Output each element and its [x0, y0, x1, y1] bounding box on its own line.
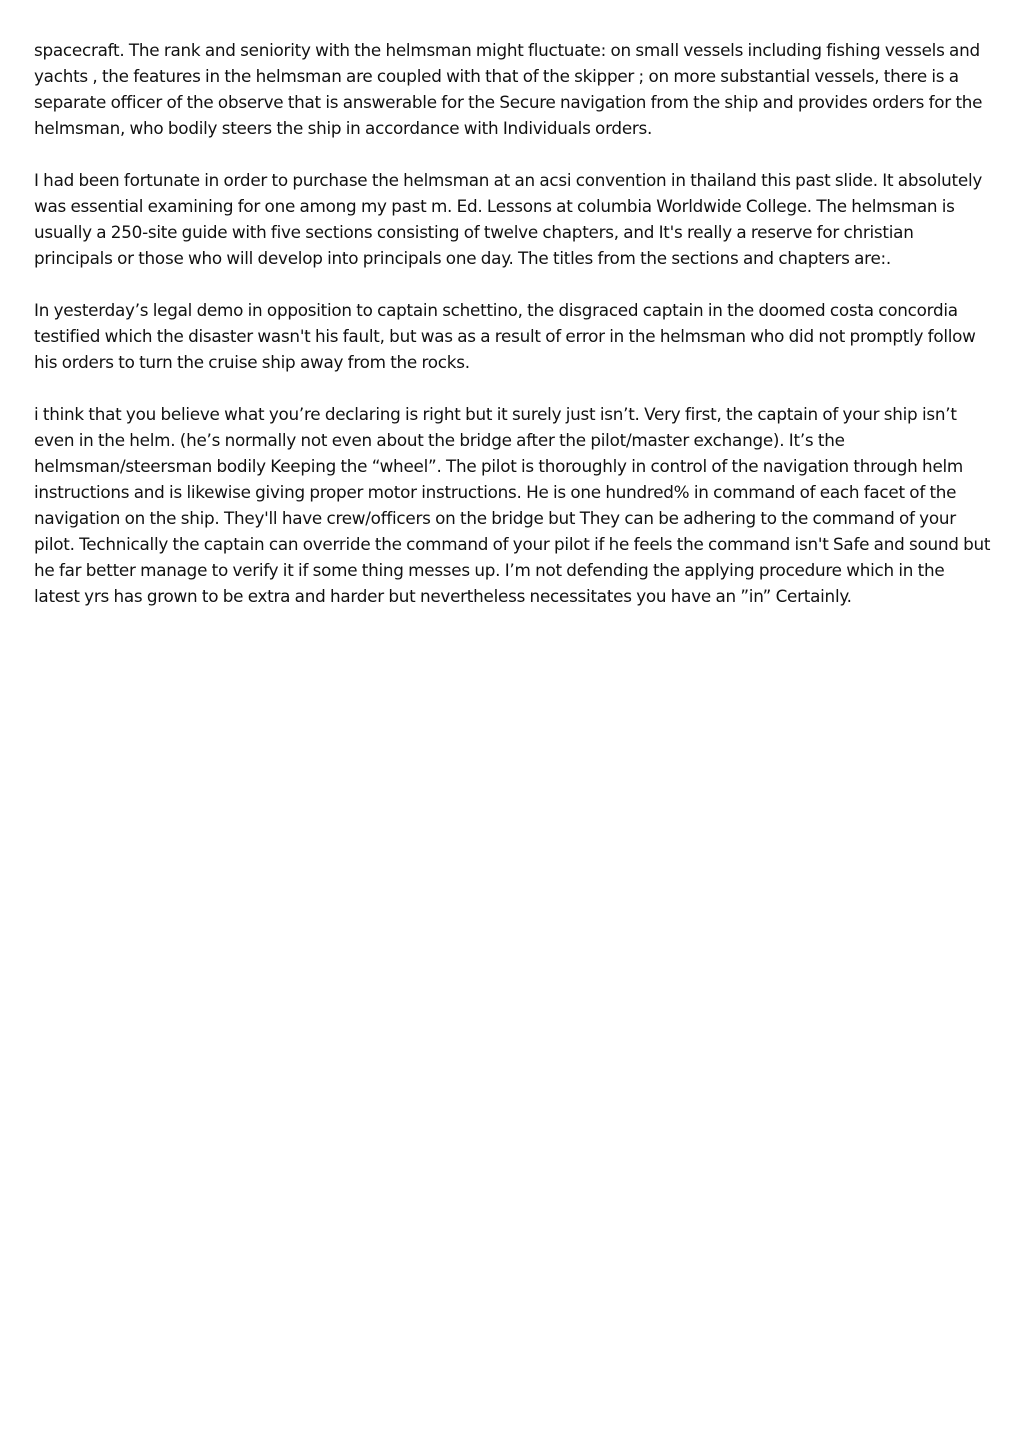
- paragraph-2: I had been fortunate in order to purchase the helmsman at an acsi convention in thailand this past slide. It absolutely was essential examining for one among my past m. Ed. Lessons at columbia Worldwide College. The helmsman is usually a 250-site guide with five sections consisting of twelve chapters, and It's really a reserve for christian principals or those who will develop into principals one day. The titles from the sections and chapters are:.: [34, 170, 983, 268]
- paragraph-1: spacecraft. The rank and seniority with the helmsman might fluctuate: on small vessels including fishing vessels and yachts , the features in the helmsman are coupled with that of the skipper ; on more substantial vessels, there is a separate officer of the observe that is answerable for the Secure navigation from the ship and provides orders for the helmsman, who bodily steers the ship in accordance with Individuals orders.: [34, 40, 983, 138]
- document-body: [34, 37, 992, 635]
- paragraph-4: i think that you believe what you’re declaring is right but it surely just isn’t. Very first, the captain of your ship isn’t even in the helm. (he’s normally not even about the bridge after the pilot/master exchange). It’s the helmsman/steersman bodily Keeping the “wheel”. The pilot is thoroughly in control of the navigation through helm instructions and is likewise giving proper motor instructions. He is one hundred% in command of each facet of the navigation on the ship. They'll have crew/officers on the bridge but They can be adhering to the command of your pilot. Technically the captain can override the command of your pilot if he feels the command isn't Safe and sound but he far better manage to verify it if some thing messes up. I’m not defending the applying procedure which in the latest yrs has grown to be extra and harder but nevertheless necessitates you have an ”in” Certainly.: [34, 404, 991, 606]
- paragraph-3: In yesterday’s legal demo in opposition to captain schettino, the disgraced captain in the doomed costa concordia testified which the disaster wasn't his fault, but was as a result of error in the helmsman who did not promptly follow his orders to turn the cruise ship away from the rocks.: [34, 300, 976, 372]
